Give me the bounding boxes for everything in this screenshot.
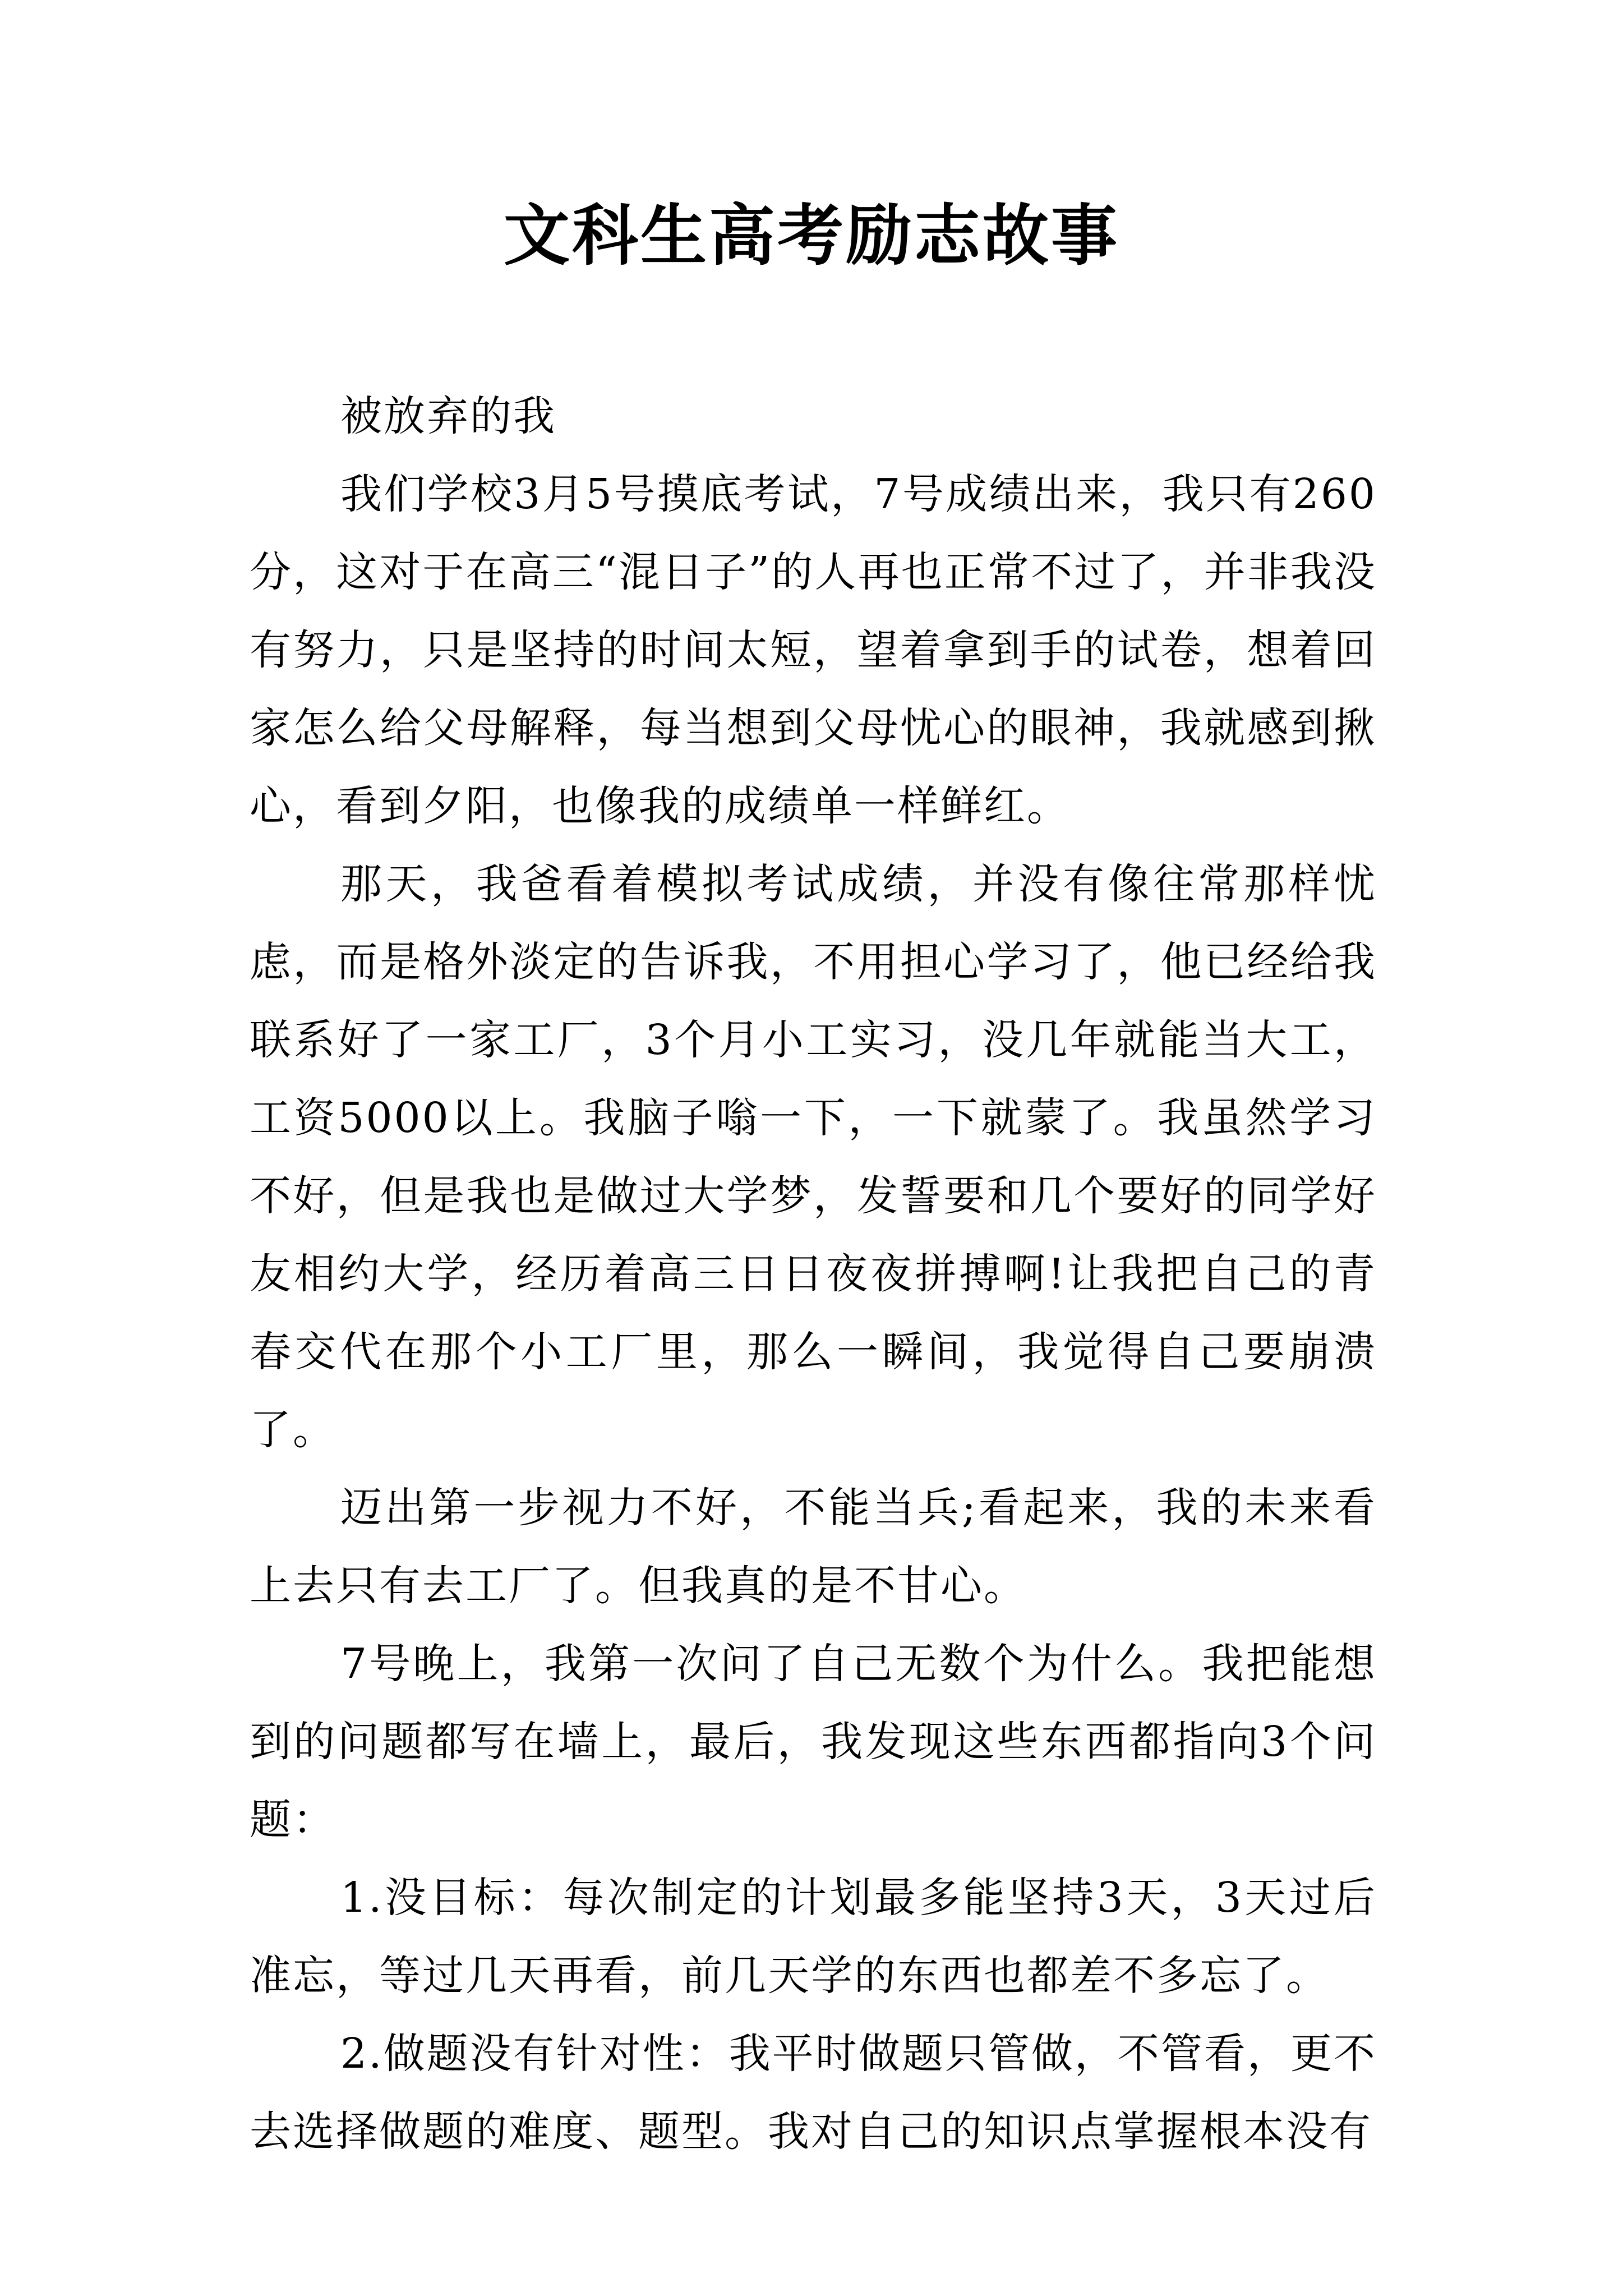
list-item: 1.没目标：每次制定的计划最多能坚持3天，3天过后准忘，等过几天再看，前几天学的东西也都差不多忘了。: [250, 1874, 1377, 2000]
document-body: [250, 378, 1377, 2171]
document-title: 文科生高考励志故事: [503, 196, 1119, 274]
paragraph-subtitle: 被放弃的我: [340, 392, 556, 440]
paragraph: 那天，我爸看着模拟考试成绩，并没有像往常那样忧虑，而是格外淡定的告诉我，不用担心学习了，他已经给我联系好了一家工厂，3个月小工实习，没几年就能当大工，工资5000以上。我脑子嗡一下，一下就蒙了。我虽然学习不好，但是我也是做过大学梦，发誓要和几个要好的同学好友相约大学，经历着高三日日夜夜拼搏啊!让我把自己的青春交代在那个小工厂里，那么一瞬间，我觉得自己要崩溃了。: [250, 860, 1377, 1454]
paragraph: 我们学校3月5号摸底考试，7号成绩出来，我只有260分，这对于在高三“混日子”的人再也正常不过了，并非我没有努力，只是坚持的时间太短，望着拿到手的试卷，想着回家怎么给父母解释，每当想到父母忧心的眼神，我就感到揪心，看到夕阳，也像我的成绩单一样鲜红。: [250, 470, 1377, 830]
list-item: 2.做题没有针对性：我平时做题只管做，不管看，更不去选择做题的难度、题型。我对自己的知识点掌握根本没有: [250, 2030, 1377, 2156]
paragraph: 迈出第一步视力不好，不能当兵;看起来，我的未来看上去只有去工厂了。但我真的是不甘心。: [250, 1484, 1377, 1610]
paragraph: 7号晚上，我第一次问了自己无数个为什么。我把能想到的问题都写在墙上，最后，我发现这些东西都指向3个问题：: [250, 1640, 1377, 1844]
